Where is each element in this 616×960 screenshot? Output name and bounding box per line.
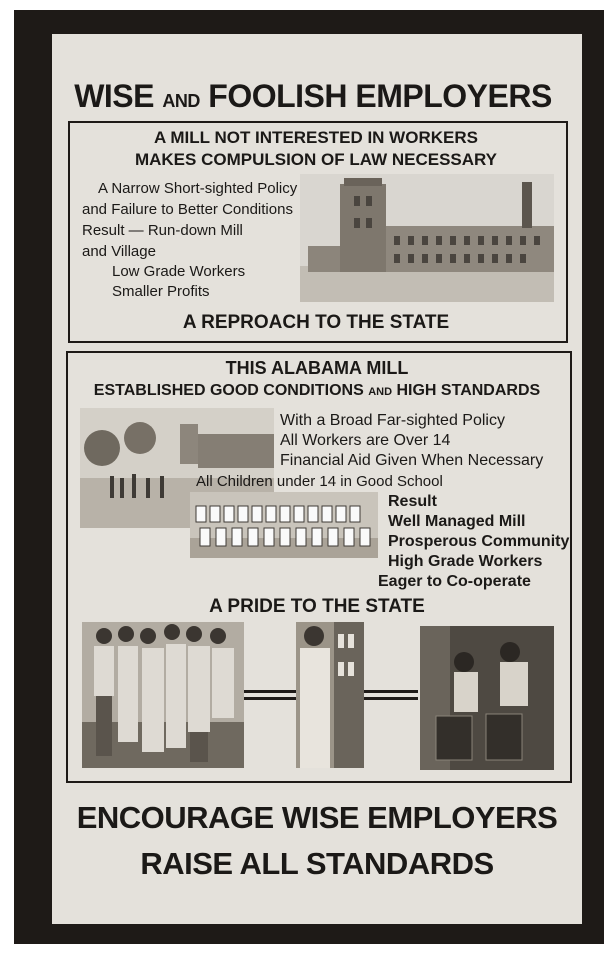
foolish-line: A Narrow Short-sighted Policy — [98, 180, 298, 197]
wise-policy-line: Financial Aid Given When Necessary — [280, 452, 544, 469]
title-part-wise: WISE — [74, 78, 154, 114]
wise-school-line: All Children under 14 in Good School — [196, 473, 443, 490]
wise-heading-part: ESTABLISHED GOOD CONDITIONS — [93, 382, 364, 399]
wise-result-line: High Grade Workers — [388, 553, 543, 570]
run-down-mill-photo — [300, 174, 554, 302]
title-part-and: AND — [162, 91, 200, 111]
wise-heading-and: AND — [368, 386, 393, 398]
wise-policy-line: With a Broad Far-sighted Policy — [280, 412, 505, 429]
wise-result-line: Well Managed Mill — [388, 513, 526, 530]
women-workers-photo — [82, 622, 244, 768]
spinner-girl-photo — [296, 622, 364, 768]
foolish-heading-line1: A MILL NOT INTERESTED IN WORKERS — [154, 128, 478, 147]
wise-heading-part: HIGH STANDARDS — [396, 382, 541, 399]
wise-result-line: Result — [388, 493, 437, 510]
foolish-heading-line2: MAKES COMPULSION OF LAW NECESSARY — [134, 150, 498, 169]
footer-line2: RAISE ALL STANDARDS — [140, 846, 494, 881]
wise-heading-line1: THIS ALABAMA MILL — [225, 358, 409, 378]
foolish-line: Smaller Profits — [112, 283, 210, 300]
wise-result-line: Eager to Co-operate — [378, 573, 531, 590]
foolish-line: and Failure to Better Conditions — [82, 201, 293, 218]
foolish-line: Result — Run-down Mill — [82, 222, 243, 239]
title-part-foolish: FOOLISH EMPLOYERS — [208, 78, 552, 114]
school-children-photo — [190, 492, 378, 558]
poster-title — [60, 78, 566, 115]
foolish-line: Low Grade Workers — [112, 263, 246, 280]
boys-at-machine-photo — [420, 626, 554, 770]
foolish-verdict: A REPROACH TO THE STATE — [182, 312, 450, 333]
footer-line1: ENCOURAGE WISE EMPLOYERS — [76, 800, 558, 835]
wise-heading-line2 — [66, 382, 568, 400]
wise-verdict: A PRIDE TO THE STATE — [209, 596, 425, 617]
wise-result-line: Prosperous Community — [388, 533, 570, 550]
wise-policy-line: All Workers are Over 14 — [280, 432, 451, 449]
foolish-line: and Village — [82, 243, 156, 260]
